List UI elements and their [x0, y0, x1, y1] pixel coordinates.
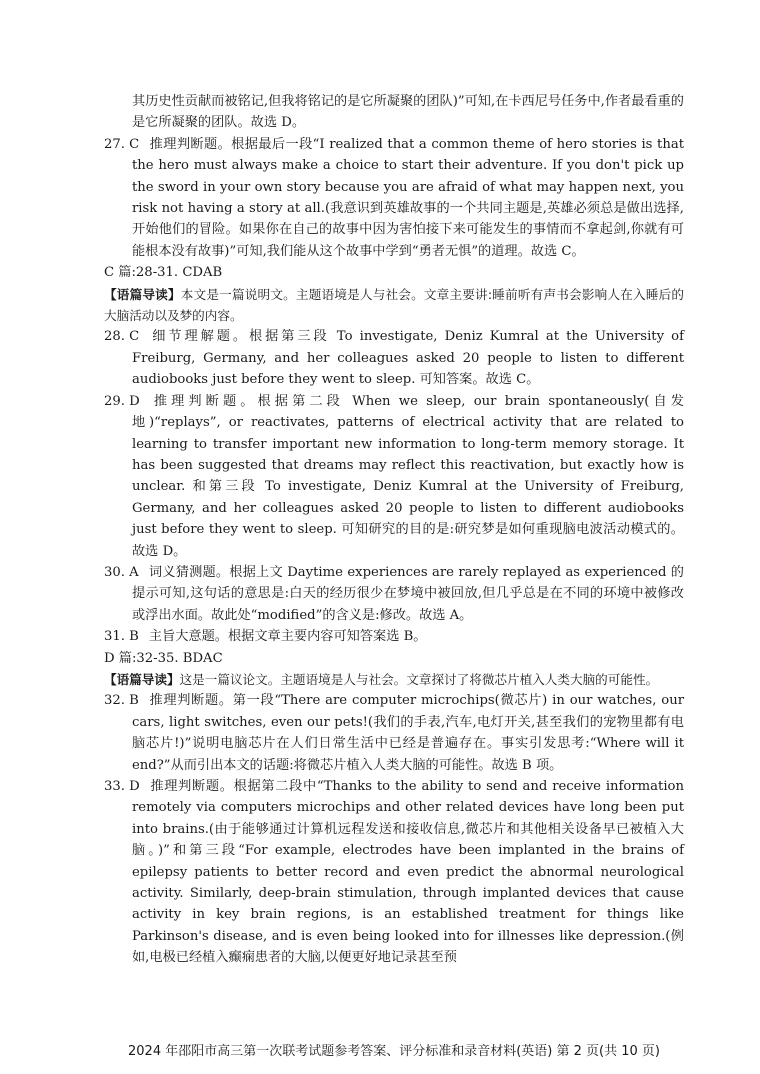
section-d-guide	[104, 669, 684, 690]
question-30-number: 30. A	[104, 564, 139, 580]
question-30	[104, 562, 684, 626]
question-28-number: 28. C	[104, 329, 140, 345]
continuation-paragraph: 其历史性贡献而被铭记,但我将铭记的是它所凝聚的团队)”可知,在卡西尼号任务中,作者最看重的是它所凝聚的团队。故选 D。	[132, 94, 684, 131]
question-27-number: 27. C	[104, 136, 140, 152]
question-29-text: 推理判断题。根据第二段 When we sleep, our brain spontaneously(自发地)“replays”, or reactivates, patterns of electrical activity that are related to learning to transfer important new information to long-term memory storage. It has been suggested that dreams may reflect this reactivation, but exactly how is unclear. 和第三段 To investigate, Deniz Kumral at the University of Freiburg, Germany, and her colleagues asked 20 people to listen to different audiobooks just before they went to sleep. 可知研究的目的是:研究梦是如何重现脑电波活动模式的。故选 D。	[132, 393, 684, 559]
question-33-number: 33. D	[104, 779, 140, 794]
section-c-heading: C 篇:28-31. CDAB	[104, 265, 223, 281]
section-d-guide-text: 这是一篇议论文。主题语境是人与社会。文章探讨了将微芯片植入人类大脑的可能性。	[179, 671, 659, 687]
question-29	[104, 391, 684, 562]
page-footer: 2024 年邵阳市高三第一次联考试题参考答案、评分标准和录音材料(英语) 第 2 页(共 10 页)	[128, 1044, 660, 1059]
section-d-guide-label: 【语篇导读】	[104, 671, 180, 687]
question-32-number: 32. B	[104, 693, 139, 709]
section-c-guide-label: 【语篇导读】	[104, 286, 181, 302]
question-31-number: 31. B	[104, 629, 139, 645]
question-32	[104, 690, 684, 776]
question-29-number: 29. D	[104, 393, 140, 409]
question-28-text: 细节理解题。根据第三段 To investigate, Deniz Kumral at the University of Freiburg, Germany, and her colleagues asked 20 people to listen to different audiobooks just before they went to sleep. 可知答案。故选 C。	[132, 329, 684, 388]
question-33	[104, 776, 684, 969]
page-content	[104, 91, 684, 969]
question-33-text: 推理判断题。根据第二段中“Thanks to the ability to send and receive information remotely via computers microchips and other related devices have long been put into brains.(由于能够通过计算机远程发送和接收信息,微芯片和其他相关设备早已被植入大脑。)”和第三段“For example, electrodes have been implanted in the brains of epilepsy patients to better record and even predict the abnormal neurological activity. Similarly, deep-brain stimulation, through implanted devices that cause activity in key brain regions, is an established treatment for things like Parkinson's disease, and is even being looked into for illnesses like depression.(例如,电极已经植入癫痫患者的大脑,以便更好地记录甚至预	[132, 779, 684, 966]
question-27	[104, 134, 684, 262]
question-27-text: 推理判断题。根据最后一段“I realized that a common theme of hero stories is that the hero must always make a choice to start their adventure. If you don't pick up the sword in your own story because you are afraid of what may happen next, you risk not having a story at all.(我意识到英雄故事的一个共同主题是,英雄必须总是做出选择,开始他们的冒险。如果你在自己的故事中因为害怕接下来可能发生的事情而不拿起剑,你就有可能根本没有故事)”可知,我们能从这个故事中学到“勇者无惧”的道理。故选 C。	[132, 136, 684, 259]
question-32-text: 推理判断题。第一段“There are computer microchips(微芯片) in our watches, our cars, light switches, even our pets!(我们的手表,汽车,电灯开关,甚至我们的宠物里都有电脑芯片!)”说明电脑芯片在人们日常生活中已经是普遍存在。事实引发思考:“Where will it end?”从而引出本文的话题:将微芯片植入人类大脑的可能性。故选 B 项。	[132, 693, 684, 773]
question-31-text: 主旨大意题。根据文章主要内容可知答案选 B。	[148, 629, 427, 645]
section-c-guide-text: 本文是一篇说明文。主题语境是人与社会。文章主要讲:睡前听有声书会影响人在入睡后的大脑活动以及梦的内容。	[104, 286, 685, 324]
question-30-text: 词义猜测题。根据上文 Daytime experiences are rarely replayed as experienced 的提示可知,这句话的意思是:白天的经历很少在梦境中被回放,但几乎总是在不同的环境中被修改或浮出水面。故此处“modified”的含义是:修改。故选 A。	[132, 564, 684, 623]
section-c-guide	[104, 284, 684, 327]
question-31	[104, 626, 684, 647]
section-d-heading: D 篇:32-35. BDAC	[104, 650, 223, 666]
question-28	[104, 326, 684, 390]
